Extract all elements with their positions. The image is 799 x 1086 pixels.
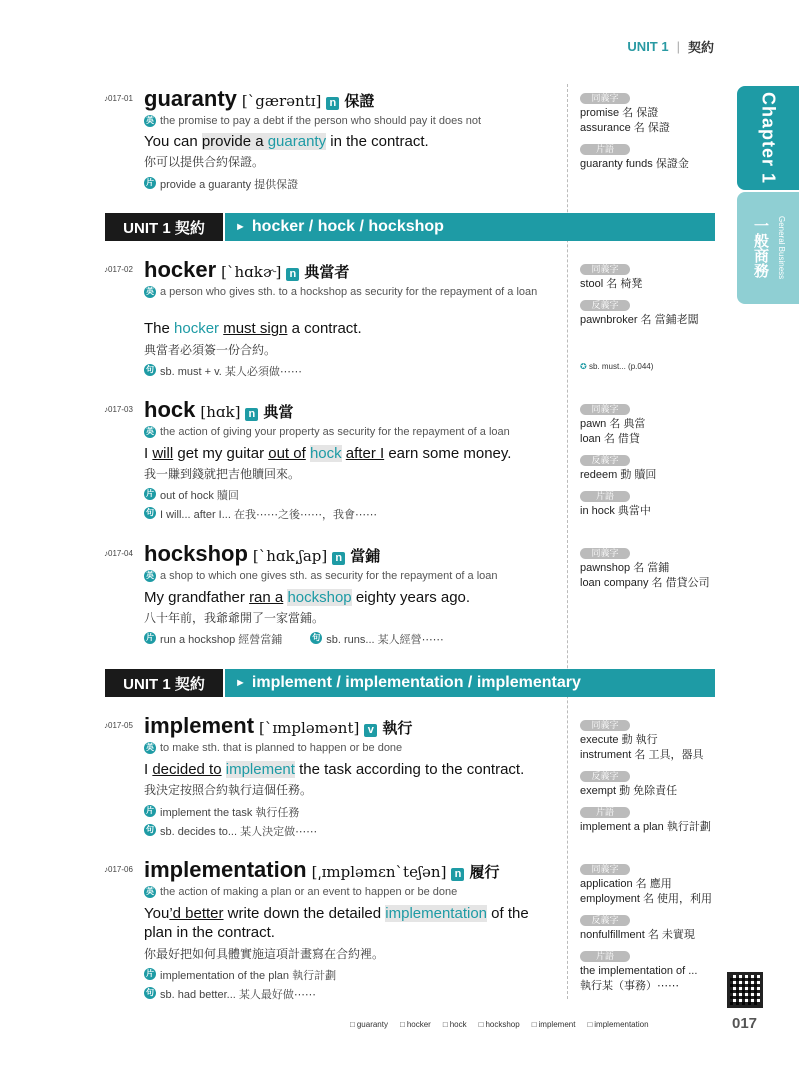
synonym-label: 同義字 bbox=[580, 864, 630, 875]
antonym-label: 反義字 bbox=[580, 300, 630, 311]
sentence-part: My grandfather bbox=[144, 589, 250, 606]
unit-bar bbox=[105, 669, 715, 697]
translation-text: 典當者必須簽一份合約。 bbox=[144, 343, 277, 357]
unit-bar bbox=[105, 213, 715, 241]
translation-text: 我決定按照合約執行這個任務。 bbox=[144, 783, 313, 797]
example-sentence bbox=[144, 760, 554, 779]
example-translation bbox=[144, 945, 384, 962]
definition bbox=[144, 741, 560, 756]
unit-bar-words-text: hocker / hock / hockshop bbox=[251, 218, 444, 235]
sidebar-item: execute 動 執行 bbox=[580, 734, 658, 746]
sidebar-item: redeem 動 贖回 bbox=[580, 469, 657, 481]
antonym-label: 反義字 bbox=[580, 771, 630, 782]
cross-reference[interactable] bbox=[580, 362, 730, 371]
sentence-highlight: provide a bbox=[201, 133, 268, 150]
english-def-icon: 英 bbox=[146, 743, 154, 752]
note-text: out of hock 贖回 bbox=[160, 490, 239, 502]
checklist-item[interactable]: □ guaranty bbox=[350, 1020, 388, 1029]
phrase-note bbox=[144, 804, 299, 820]
sidebar-item: pawnshop 名 當鋪 bbox=[580, 562, 670, 574]
synonym-label: 同義字 bbox=[580, 264, 630, 275]
sentence-part: write down the detailed bbox=[223, 905, 386, 922]
sidebar-item: the implementation of ... bbox=[580, 965, 698, 977]
example-sentence bbox=[144, 132, 554, 151]
triangle-right-icon: ► bbox=[235, 677, 246, 689]
example-sentence bbox=[144, 444, 554, 463]
header-unit: UNIT 1 bbox=[627, 39, 669, 54]
checklist-item[interactable]: □ hock bbox=[443, 1020, 467, 1029]
headword-translation: 典當 bbox=[263, 404, 294, 421]
sentence-part: the task according to the contract. bbox=[294, 761, 525, 778]
phrase-icon: 片 bbox=[146, 806, 154, 815]
pos-badge: n bbox=[451, 868, 464, 881]
checklist-item[interactable]: □ hocker bbox=[400, 1020, 431, 1029]
note-text: run a hockshop 經營當鋪 bbox=[160, 634, 283, 646]
phrase-note bbox=[144, 631, 444, 647]
sidebar-item: guaranty funds 保證金 bbox=[580, 158, 689, 170]
sentence-part: earn some money. bbox=[384, 445, 512, 462]
sidebar-hockshop bbox=[580, 543, 730, 594]
checklist-item[interactable]: □ implement bbox=[532, 1020, 576, 1029]
subject-tab-en: General Business bbox=[777, 216, 786, 280]
reference-icon: ✪ bbox=[580, 362, 587, 371]
sentence-underline: ’d better bbox=[169, 905, 224, 922]
checklist-item[interactable]: □ hockshop bbox=[479, 1020, 520, 1029]
antonym-label: 反義字 bbox=[580, 915, 630, 926]
pattern-icon: 句 bbox=[146, 825, 154, 834]
headword-line bbox=[144, 713, 412, 739]
pos-badge: n bbox=[332, 552, 345, 565]
english-def-icon: 英 bbox=[146, 887, 154, 896]
sidebar-item: instrument 名 工具，器具 bbox=[580, 749, 704, 761]
unit-bar-words bbox=[225, 213, 715, 241]
example-translation bbox=[144, 781, 312, 798]
sidebar-item: application 名 應用 bbox=[580, 878, 672, 890]
phrase-icon: 片 bbox=[146, 178, 154, 187]
headword: hocker bbox=[144, 257, 217, 282]
pos-badge: n bbox=[245, 408, 258, 421]
headword: hockshop bbox=[144, 541, 248, 566]
note-text: implementation of the plan 執行計劃 bbox=[160, 970, 337, 982]
sentence-underline: decided to bbox=[152, 761, 222, 778]
unit-bar-words-text: implement / implementation / implementary bbox=[251, 674, 581, 691]
sentence-underline: ran a bbox=[249, 589, 284, 606]
sidebar-item: loan 名 借貸 bbox=[580, 433, 640, 445]
pattern-note bbox=[144, 986, 316, 1002]
sidebar-implementation bbox=[580, 859, 730, 997]
sidebar-item: employment 名 使用，利用 bbox=[580, 893, 713, 905]
headword-translation: 當鋪 bbox=[350, 548, 381, 565]
headword-translation: 保證 bbox=[344, 93, 375, 110]
definition-text: to make sth. that is planned to happen or be done bbox=[160, 742, 403, 754]
phrase-label: 片語 bbox=[580, 951, 630, 962]
chapter-tab-label: Chapter 1 bbox=[758, 91, 779, 185]
audio-code[interactable]: ♪017-02 bbox=[104, 265, 133, 274]
audio-code[interactable]: ♪017-03 bbox=[104, 405, 133, 414]
sidebar-item: 執行某（事務）⋯⋯ bbox=[580, 980, 679, 992]
pattern-icon: 句 bbox=[146, 365, 154, 374]
headword-line bbox=[144, 397, 293, 423]
headword-translation: 執行 bbox=[382, 720, 413, 737]
english-def-icon: 英 bbox=[146, 116, 154, 125]
sentence-keyword: guaranty bbox=[267, 133, 327, 150]
sidebar-item: pawnbroker 名 當鋪老闆 bbox=[580, 314, 699, 326]
sidebar-hocker bbox=[580, 259, 730, 371]
sentence-keyword: implement bbox=[225, 761, 295, 778]
phonetic: [ˋɪmpləmənt] bbox=[259, 719, 360, 737]
definition-text: a shop to which one gives sth. as security for the repayment of a loan bbox=[160, 570, 498, 582]
cross-reference-text: sb. must... (p.044) bbox=[588, 362, 654, 371]
sentence-part: a contract. bbox=[287, 320, 362, 337]
note-text: provide a guaranty 提供保證 bbox=[160, 179, 299, 191]
sidebar-item: promise 名 保證 bbox=[580, 107, 659, 119]
note-text: sb. runs... 某人經營⋯⋯ bbox=[326, 634, 444, 646]
checklist-item[interactable]: □ implementation bbox=[587, 1020, 648, 1029]
pattern-icon: 句 bbox=[146, 508, 154, 517]
sentence-underline: must sign bbox=[223, 320, 288, 337]
sidebar-item: nonfulfillment 名 未實現 bbox=[580, 929, 695, 941]
pattern-icon: 句 bbox=[146, 988, 154, 997]
example-translation bbox=[144, 465, 300, 482]
english-def-icon: 英 bbox=[146, 287, 154, 296]
headword: guaranty bbox=[144, 86, 237, 111]
definition-text: a person who gives sth. to a hockshop as security for the repayment of a loan bbox=[160, 286, 538, 298]
subject-tab-zh: 一般商務 bbox=[752, 218, 769, 278]
example-sentence bbox=[144, 904, 554, 942]
phrase-note bbox=[144, 176, 298, 192]
definition bbox=[144, 114, 560, 129]
audio-code[interactable]: ♪017-05 bbox=[104, 721, 133, 730]
sentence-keyword: hocker bbox=[174, 320, 220, 337]
page-number: 017 bbox=[732, 1015, 758, 1032]
sentence-keyword: hock bbox=[309, 445, 342, 462]
phrase-note bbox=[144, 967, 336, 983]
definition bbox=[144, 569, 560, 584]
footer-checklist bbox=[350, 1020, 649, 1029]
sidebar-hock bbox=[580, 399, 730, 522]
pos-badge: v bbox=[364, 724, 377, 737]
page-header bbox=[627, 37, 714, 56]
sentence-part: get my guitar bbox=[173, 445, 269, 462]
sentence-part: I bbox=[144, 445, 153, 462]
headword: implementation bbox=[144, 857, 307, 882]
qr-code[interactable] bbox=[727, 972, 763, 1008]
note-text: I will... after I... 在我⋯⋯之後⋯⋯，我會⋯⋯ bbox=[160, 509, 377, 521]
sentence-part: of the plan in the contract. bbox=[144, 905, 529, 941]
example-translation bbox=[144, 153, 264, 170]
pattern-note bbox=[144, 363, 302, 379]
translation-text: 我一賺到錢就把吉他贖回來。 bbox=[144, 467, 301, 481]
definition bbox=[144, 885, 560, 900]
definition bbox=[144, 285, 560, 300]
phrase-note bbox=[144, 487, 239, 503]
phonetic: [ˋhɑk͵ʃap] bbox=[252, 547, 328, 565]
phrase-label: 片語 bbox=[580, 807, 630, 818]
phonetic: [ˋhɑkɚ] bbox=[221, 263, 282, 281]
sentence-part: The bbox=[144, 320, 175, 337]
sidebar-implement bbox=[580, 715, 730, 838]
translation-text: 八十年前，我爺爺開了一家當鋪。 bbox=[144, 611, 325, 625]
pos-badge: n bbox=[286, 268, 299, 281]
note-text: sb. decides to... 某人決定做⋯⋯ bbox=[160, 826, 318, 838]
sentence-part: in the contract. bbox=[326, 133, 429, 150]
definition-text: the promise to pay a debt if the person who should pay it does not bbox=[160, 115, 482, 127]
note-text: sb. must + v. 某人必須做⋯⋯ bbox=[160, 366, 302, 378]
headword-translation: 履行 bbox=[469, 864, 500, 881]
synonym-label: 同義字 bbox=[580, 720, 630, 731]
example-translation bbox=[144, 341, 276, 358]
sidebar-item: in hock 典當中 bbox=[580, 505, 651, 517]
headword: hock bbox=[144, 397, 196, 422]
chapter-tab[interactable] bbox=[737, 86, 799, 190]
triangle-right-icon: ► bbox=[235, 221, 246, 233]
headword-line bbox=[144, 86, 374, 112]
headword: implement bbox=[144, 713, 255, 738]
antonym-label: 反義字 bbox=[580, 455, 630, 466]
sentence-underline: after I bbox=[345, 445, 385, 462]
translation-text: 你可以提供合約保證。 bbox=[144, 155, 265, 169]
example-sentence bbox=[144, 588, 554, 607]
phrase-icon: 片 bbox=[146, 969, 154, 978]
header-separator: | bbox=[676, 39, 680, 54]
pattern-note bbox=[144, 506, 377, 522]
subject-tab[interactable] bbox=[737, 192, 799, 304]
note-text: sb. had better... 某人最好做⋯⋯ bbox=[160, 989, 316, 1001]
header-title: 契約 bbox=[687, 40, 714, 55]
sentence-keyword: implementation bbox=[385, 905, 487, 922]
sidebar-item: exempt 動 免除責任 bbox=[580, 785, 678, 797]
audio-code[interactable]: ♪017-01 bbox=[104, 94, 133, 103]
sentence-part: I bbox=[144, 761, 153, 778]
phrase-label: 片語 bbox=[580, 144, 630, 155]
phrase-icon: 片 bbox=[146, 633, 154, 642]
audio-code[interactable]: ♪017-06 bbox=[104, 865, 133, 874]
phonetic: [hɑk] bbox=[200, 403, 241, 421]
sidebar-guaranty bbox=[580, 88, 730, 175]
headword-line bbox=[144, 857, 499, 883]
sidebar-item: assurance 名 保證 bbox=[580, 122, 670, 134]
synonym-label: 同義字 bbox=[580, 93, 630, 104]
phonetic: [ˋgærəntɪ] bbox=[241, 92, 322, 110]
synonym-label: 同義字 bbox=[580, 548, 630, 559]
headword-line bbox=[144, 541, 380, 567]
english-def-icon: 英 bbox=[146, 571, 154, 580]
sidebar-item: implement a plan 執行計劃 bbox=[580, 821, 711, 833]
definition bbox=[144, 425, 560, 440]
example-translation bbox=[144, 609, 324, 626]
sidebar-item: pawn 名 典當 bbox=[580, 418, 646, 430]
pattern-note bbox=[144, 823, 317, 839]
phrase-icon: 片 bbox=[146, 489, 154, 498]
headword-translation: 典當者 bbox=[304, 264, 350, 281]
unit-bar-label: UNIT 1 契約 bbox=[105, 213, 225, 241]
sentence-underline: out of bbox=[268, 445, 306, 462]
pattern-icon: 句 bbox=[312, 633, 321, 642]
english-def-icon: 英 bbox=[146, 427, 154, 436]
sentence-underline: will bbox=[152, 445, 174, 462]
sentence-part: You bbox=[144, 905, 170, 922]
unit-bar-label: UNIT 1 契約 bbox=[105, 669, 225, 697]
sidebar-item: stool 名 椅凳 bbox=[580, 278, 643, 290]
phonetic: [͵ɪmpləmɛnˋteʃən] bbox=[311, 863, 447, 881]
pos-badge: n bbox=[326, 97, 339, 110]
audio-code[interactable]: ♪017-04 bbox=[104, 549, 133, 558]
sidebar-item: loan company 名 借貸公司 bbox=[580, 577, 710, 589]
unit-bar-words bbox=[225, 669, 715, 697]
headword-line bbox=[144, 257, 349, 283]
sentence-keyword: hockshop bbox=[287, 589, 352, 606]
translation-text: 你最好把如何具體實施這項計畫寫在合約裡。 bbox=[144, 947, 385, 961]
synonym-label: 同義字 bbox=[580, 404, 630, 415]
note-text: implement the task 執行任務 bbox=[160, 807, 300, 819]
sentence-part: You can bbox=[144, 133, 202, 150]
definition-text: the action of making a plan or an event to happen or be done bbox=[160, 886, 458, 898]
sentence-part: eighty years ago. bbox=[351, 589, 471, 606]
phrase-label: 片語 bbox=[580, 491, 630, 502]
example-sentence bbox=[144, 319, 554, 338]
definition-text: the action of giving your property as security for the repayment of a loan bbox=[160, 426, 510, 438]
